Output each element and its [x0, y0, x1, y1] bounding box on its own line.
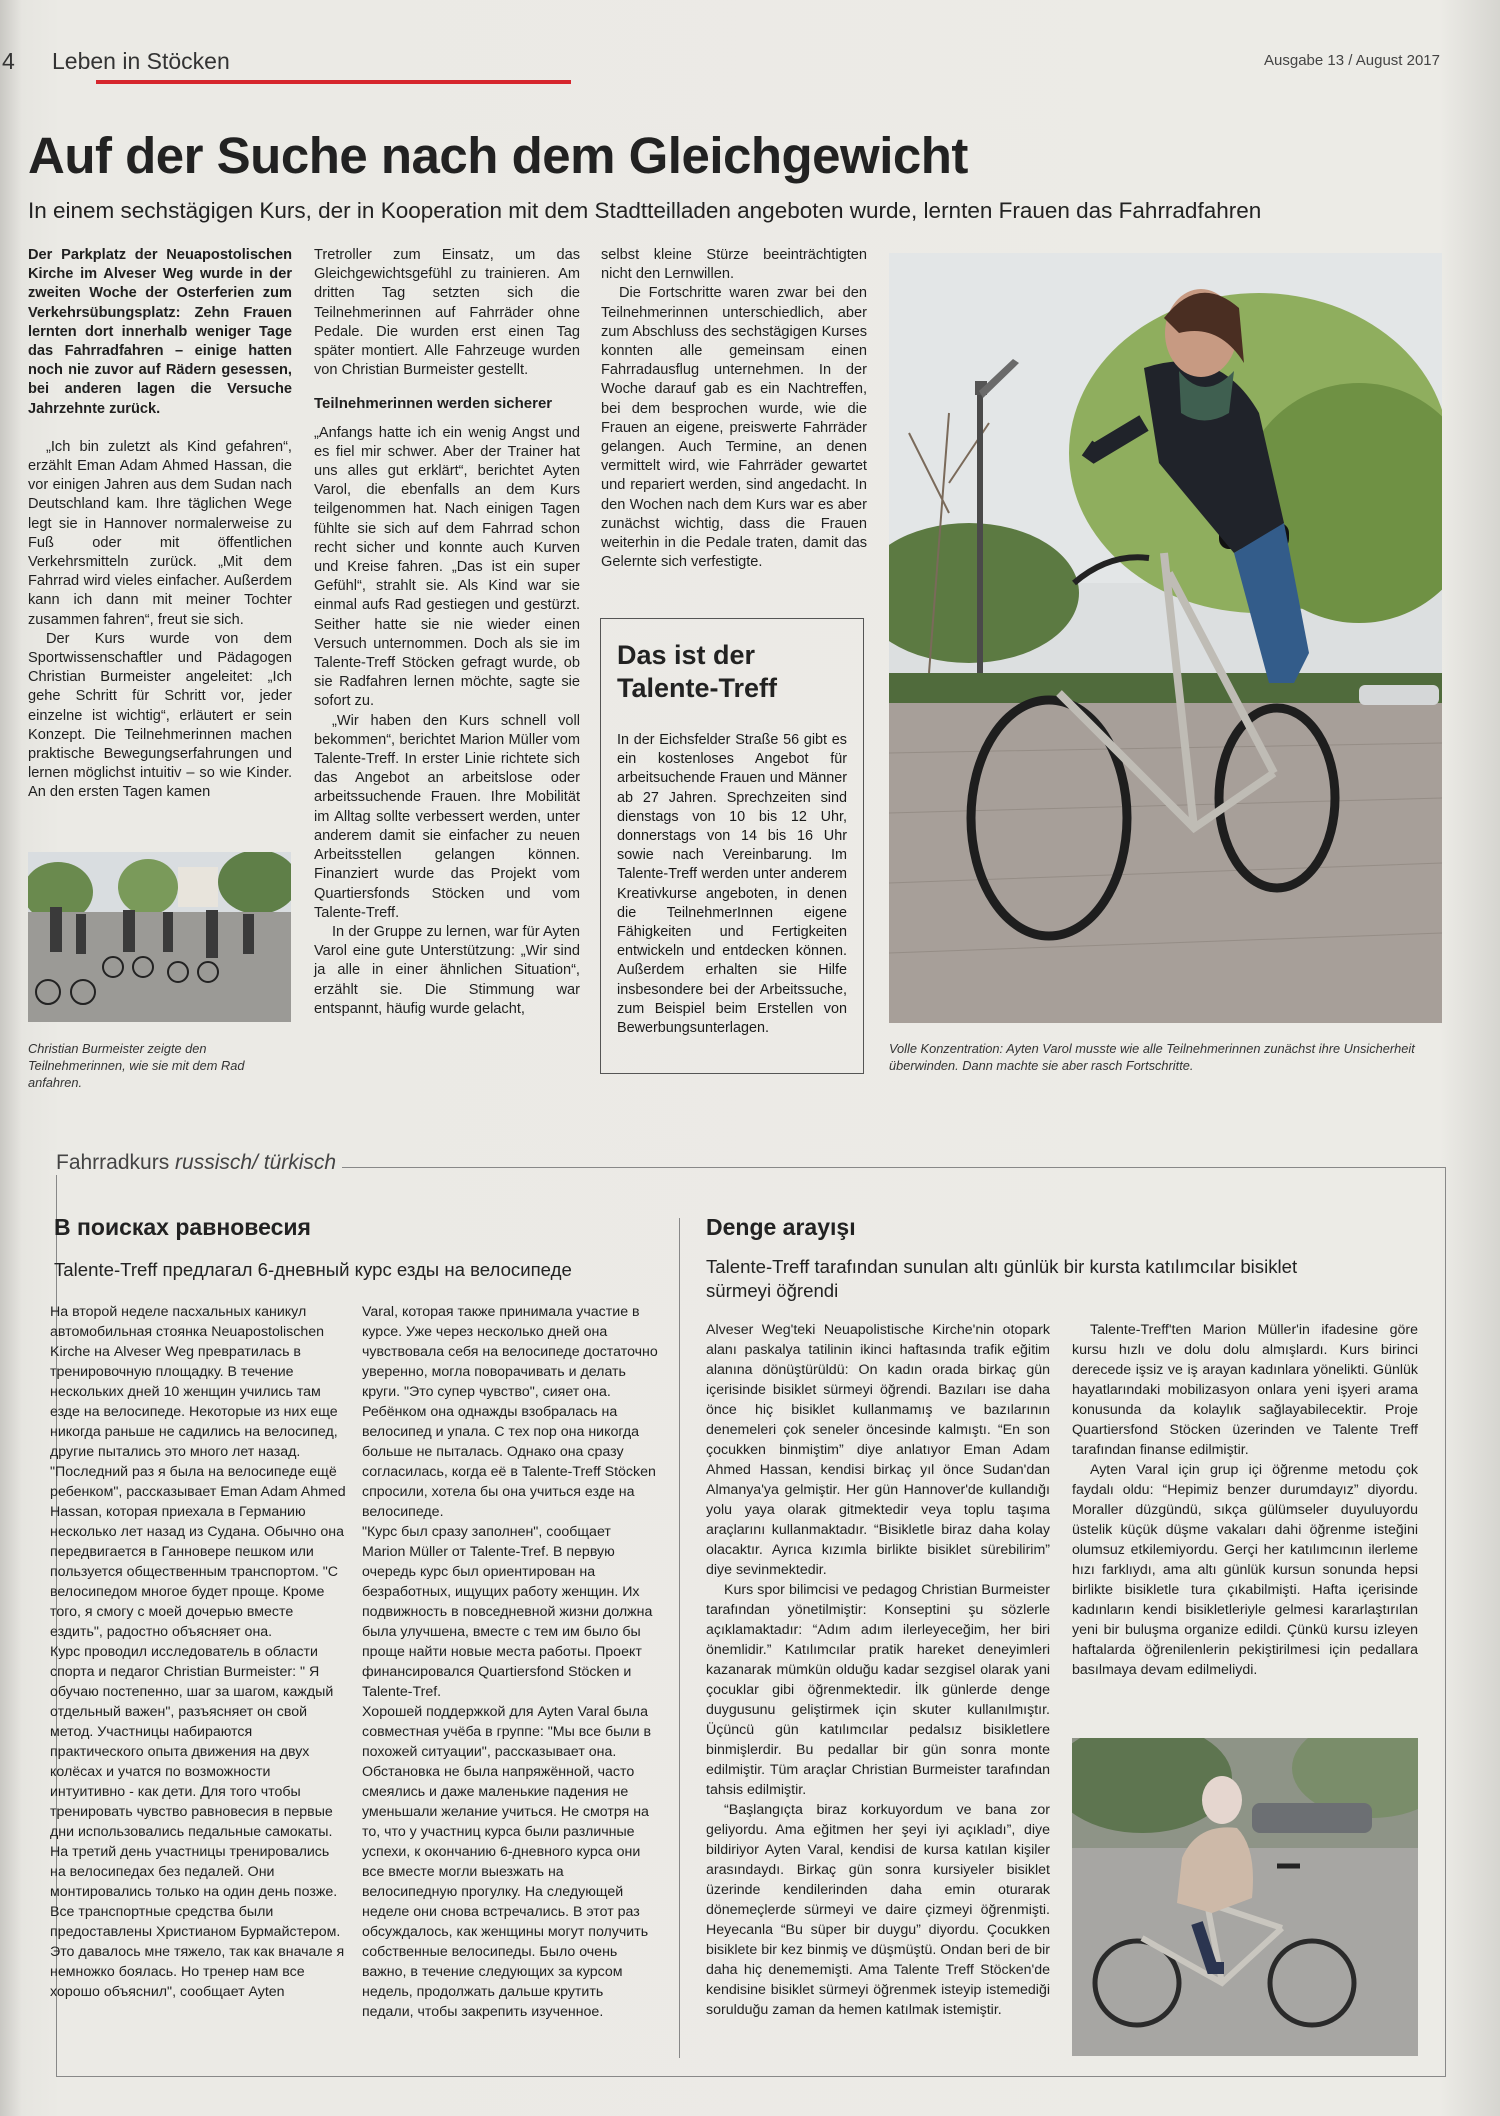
info-box-title: Das ist der Talente-Treff — [617, 640, 778, 703]
article-column-2 — [314, 246, 580, 1019]
russian-paragraph: Это давалось мне тяжело, так как вначале я немножко боялась. Но тренер нам все хорошо объяснил", сообщает Ayten — [50, 1944, 345, 2000]
russian-subtitle: Talente-Treff предлагал 6-дневный курс езды на велосипеде — [54, 1259, 572, 1280]
article-column-1 — [28, 246, 292, 803]
page-number: 4 — [2, 48, 15, 74]
article-headline: Auf der Suche nach dem Gleichgewicht — [28, 127, 968, 184]
article-paragraph: „Ich bin zuletzt als Kind gefahren“, erzählt Eman Adam Ahmed Hassan, die vor einigen Jahren aus dem Sudan nach Deutschland kam. Ihre täglichen Wege legt sie in Hannover normalerweise zu Fuß oder mit öffentlichen Verkehrsmitteln zurück. „Mit dem Fahrrad wird vieles einfacher. Außerdem kann ich dann mit meiner Tochter zusammen fahren“, freut sie sich. — [28, 438, 292, 628]
russian-paragraph: На второй неделе пасхальных каникул автомобильная стоянка Neuapostolischen Kirche на Alveser Weg превратилась в тренировочную площадку. В течение нескольких дней 10 женщин учились там езде на велосипеде. Некоторые из них еще никогда раньше не садились на велосипед, другие пытались это много лет назад. "Последний раз я была на велосипеде ещё ребенком", рассказывает Eman Adam Ahmed Hassan, которая приехала в Германию несколько лет назад из Судана. Обычно она передвигается в Ганновере пешком или пользуется общественным транспортом. "С велосипедом многое будет проще. Кроме того, я смогу с моей дочерью вместе ездить", радостно объясняет она. — [50, 1304, 346, 1640]
article-paragraph: Die Fortschritte waren zwar bei den Teilnehmerinnen unterschiedlich, aber zum Abschluss des sechstägigen Kurses konnten alle gemeinsam einen Fahrradausflug unternehmen. In der Woche darauf gab es ein Nachtreffen, bei dem besprochen wurde, wie die Frauen an eigene, preiswerte Fahrräder gelangen. Auch Termine, an denen vermittelt wird, wie Fahrräder gewartet und repariert werden, sind angedacht. In den Wochen nach dem Kurs war es aber zunächst wichtig, dass die Frauen weiterhin in die Pedale traten, damit das Gelernte sich verfestigte. — [601, 285, 867, 571]
article-subheading: Teilnehmerinnen werden sicherer — [314, 395, 553, 413]
russian-column-1 — [50, 1302, 346, 2002]
translation-box-label-languages: russisch/ türkisch — [175, 1151, 337, 1174]
turkish-title: Denge arayışı — [706, 1214, 856, 1240]
turkish-subtitle: Talente-Treff tarafından sunulan altı günlük bir kursta katılımcılar bisiklet sürmeyi öğrendi — [706, 1256, 1298, 1301]
section-title: Leben in Stöcken — [52, 48, 230, 74]
russian-title: В поисках равновесия — [54, 1214, 311, 1240]
translation-box-label — [50, 1151, 342, 1175]
photo-caption-large: Volle Konzentration: Ayten Varol musste wie alle Teilnehmerinnen zunächst ihre Unsicherheit überwinden. Dann machte sie aber rasch Fortschritte. — [889, 1041, 1415, 1073]
turkish-paragraph: Talente-Treff'ten Marion Müller'in ifadesine göre kursu hızlı ve dolu dolu almışlardı. Kurs birinci derecede işsiz ve iş arayan kadınlara yönelikti. Günlük hayatlarındaki mobilizasyon onlara yeni işyeri arama konusunda da kolaylık sağlayabilecektir. Proje Quartiersfond Stöcken üzerinden ve Talente Treff tarafından finanse edilmiştir. — [1072, 1322, 1418, 1458]
article-paragraph: „Wir haben den Kurs schnell voll bekommen“, berichtet Marion Müller vom Talente-Treff. In erster Linie richtete sich das Angebot an arbeitslose oder arbeitssuchende Frauen. Ihre Mobilität im Alltag sollte verbessert werden, unter anderem damit sie einfacher zu neuen Arbeitsstellen gelangen können. Finanziert wurde das Projekt vom Quartiersfonds Stöcken und vom Talente-Treff. — [314, 712, 580, 921]
turkish-paragraph: Kurs spor bilimcisi ve pedagog Christian Burmeister tarafından yönetilmiştir: Konseptini şu sözlerle açıklamaktadır: “Adım adım ilerleyeceğim, her biri önemlidir.” Katılımcılar pratik hareket deneyimleri kazanarak mümkün olduğu kadar sezgisel olarak yani çocuklar gibi öğrenmektedir. İlk günlerde denge duygusunu geliştirmek için skuter kullanılmıştır. Üçüncü gün katılımcılar pedalsız bisikletlere binmişlerdir. Bu pedallar bir gün sonra monte edilmiştir. Tüm araçlar Christian Burmeister tarafından tahsis edilmiştir. — [706, 1582, 1050, 1798]
russian-paragraph: Курс проводил исследователь в области спорта и педагог Christian Burmeister: " Я обучаю постепенно, шаг за шагом, каждый отдельный важен", разъясняет он свой метод. Участницы набираются практического опыта движения на двух колёсах и учатся по возможности интуитивно - как дети. Для того чтобы тренировать чувство равновесия в первые дни использовались педальные самокаты. На третий день участницы тренировались на велосипедах без педалей. Они монтировались только на один день позже. Все транспортные средства были предоставлены Христианом Бурмайстером. — [50, 1644, 341, 1940]
turkish-paragraph: “Başlangıçta biraz korkuyordum ve bana zor geliyordu. Ama eğitmen her şeyi iyi açıkladı”, diye bildiriyor Ayten Varal, kendisi de kursa katılan kişiler arasındaydı. Birkaç gün sonra kursiyeler bisiklet üzerinde kendilerinden daha emin oturarak dönemeçlerde sürmeyi ve daire çizmeyi öğrenmişti. Heyecanla “Bu süper bir duygu” diyordu. Çocukken bisiklete bir kez binmiş ve düşmüştü. Ondan beri de bir daha hiç denememişti. Ama Talente Treff Stöcken'de kendisine bisiklet sürmeyi öğrenmek isteyip istemediği sorulduğu zaman da hemen katılmak istemiştir. — [706, 1802, 1050, 2018]
section-underline — [96, 80, 571, 84]
photo-group-lesson — [28, 852, 291, 1022]
turkish-column-1 — [706, 1320, 1050, 2020]
article-paragraph: Tretroller zum Einsatz, um das Gleichgewichtsgefühl zu trainieren. Am dritten Tag setzten sich die Teilnehmerinnen auf Fahrräder ohne Pedale. Die wurden erst einen Tag später montiert. Alle Fahrzeuge wurden von Christian Burmeister gestellt. — [314, 247, 580, 379]
russian-column-2 — [362, 1302, 658, 2022]
turkish-paragraph: Alveser Weg'teki Neuapolistische Kirche'nin otopark alanı paskalya tatilinin ikinci haftasında trafik eğitim alanına dönüştürüldü: On kadın orada birkaç gün içerisinde bisiklet sürmeyi öğrendi. Bazıları ise daha önce hiç bisiklet kullanmamış ve bazılarının denemeleri çok seneler öncesinde kalmıştı. “En son çocukken binmiştim” diye anlatıyor Eman Adam Ahmed Hassan, kendisi birkaç yıl önce Sudan'dan Almanya'ya gelmiştir. Her gün Hannover'de kullandığı yolu yaya olarak gitmektedir veya toplu taşıma araçlarını kullanmaktadır. “Bisikletle biraz daha kolay olacaktır. Ayrıca kızımla birlikte bisiklet sürebilirim” diye sevinmektedir. — [706, 1322, 1050, 1578]
photo-caption-small: Christian Burmeister zeigte den Teilnehmerinnen, wie sie mit dem Rad anfahren. — [28, 1041, 245, 1090]
russian-paragraph: Varal, которая также принимала участие в курсе. Уже через несколько дней она чувствовала себя на велосипеде достаточно уверенно, могла поворачивать и делать круги. "Это супер чувство", сияет она. Ребёнком она однажды взобралась на велосипед и упала. С тех пор она никогда больше не пыталась. Однако она сразу согласилась, когда её в Talente-Treff Stöcken спросили, хотела бы она учиться езде на велосипеде. — [362, 1304, 658, 1520]
article-paragraph: In der Gruppe zu lernen, war für Ayten Varol eine gute Unterstützung: „Wir sind ja alle in einer ähnlichen Situation“, erzählt sie. Die Stimmung war entspannt, häufig wurde gelacht, — [314, 923, 580, 1017]
translation-box-label-main: Fahrradkurs — [56, 1151, 170, 1174]
article-paragraph: selbst kleine Stürze beeinträchtigten nicht den Lernwillen. — [601, 247, 867, 283]
edition-label: Ausgabe 13 / August 2017 — [1264, 52, 1440, 69]
photo-woman-riding — [1072, 1738, 1418, 2056]
turkish-paragraph: Ayten Varal için grup içi öğrenme metodu çok faydalı oldu: “Hepimiz benzer durumdayız” diyordu. Moraller düzgündü, sıkça gülümseler duyuluyordu üstelik küçük düşme vakaları dahi öğrenme isteğini olumsuz etkilemiyordu. Gerçi her katılımcının ilerleme hızı farklıydı, ama altı günlük kursun sonunda hepsi birlikte bisikletle tura çıkabilmişti. Hafta içerisinde kadınların kendi bisikletleriyle gelmesi kararlaştırılan yeni bir buluşma organize edildi. Çünkü kursu izleyen haftalarda öğrenilenlerin pekiştirilmesi için pedallara basılmaya devam edilmeliydi. — [1072, 1462, 1418, 1678]
article-column-3 — [601, 246, 867, 572]
info-box — [600, 618, 864, 1074]
russian-paragraph: "Курс был сразу заполнен", сообщает Marion Müller от Talente-Tref. В первую очередь курс был ориентирован на безработных, ищущих работу женщин. Их подвижность в повседневной жизни должна была улучшена, вместе с тем им было бы проще найти новые места работы. Проект финансировался Quartiersfond Stöcken и Talente-Tref. — [362, 1524, 653, 1700]
column-divider — [679, 1218, 680, 2058]
article-paragraph: „Anfangs hatte ich ein wenig Angst und es fiel mir schwer. Aber der Trainer hat uns alles gut erklärt“, berichtet Ayten Varol, die ebenfalls an dem Kurs teilgenommen hat. Nach einigen Tagen fühlte sie sich auf dem Fahrrad schon recht sicher und konnte auch Kurven und Kreise fahren. „Das ist ein super Gefühl“, strahlt sie. Als Kind war sie einmal aufs Rad gestiegen und gestürzt. Seither hatte sie nie wieder einen Versuch unternommen. Doch als sie im Talente-Treff Stöcken gefragt wurde, ob sie Radfahren lernen möchte, sagte sie sofort zu. — [314, 424, 580, 710]
russian-paragraph: Хорошей поддержкой для Ayten Varal была совместная учёба в группе: "Мы все были в похожей ситуации", рассказывает она. Обстановка не была напряжённой, часто смеялись и даже маленькие падения не уменьшали желание учиться. Не смотря на то, что у участниц курса были различные успехи, к окончанию 6-дневного курса они все вместе могли выезжать на велосипедную прогулку. На следующей неделе они снова встречались. В этот раз обсуждалось, как женщины могут получить собственные велосипеды. Было очень важно, в течение следующих за курсом недель, продолжать дальше крутить педали, чтобы закрепить изученное. — [362, 1704, 652, 2020]
article-paragraph: Der Kurs wurde von dem Sportwissenschaftler und Pädagogen Christian Burmeister angeleitet: „Ich gehe Schritt für Schritt vor, jeder einzelne ist wichtig“, erläutert er sein Konzept. Die Teilnehmerinnen machen praktische Bewegungserfahrungen und lernen möglichst intuitiv – so wie Kinder. An den ersten Tagen kamen — [28, 630, 292, 801]
article-subheadline: In einem sechstägigen Kurs, der in Kooperation mit dem Stadtteilladen angeboten wurde, lernten Frauen das Fahrradfahren — [28, 198, 1262, 223]
article-lead: Der Parkplatz der Neuapostolischen Kirche im Alveser Weg wurde in der zweiten Woche der Osterferien zum Verkehrsübungsplatz: Zehn Frauen lernten dort innerhalb weniger Tage das Fahrradfahren – einige hatten noch nie zuvor auf Rädern gesessen, bei anderen lagen die Versuche Jahrzehnte zurück. — [28, 247, 292, 417]
turkish-column-2 — [1072, 1320, 1418, 1680]
photo-woman-on-bike — [889, 253, 1442, 1023]
info-box-body: In der Eichsfelder Straße 56 gibt es ein kostenloses Angebot für arbeitsuchende Frauen und Männer ab 27 Jahren. Sprechzeiten sind dienstags von 10 bis 12 Uhr, donnerstags von 14 bis 16 Uhr sowie nach Vereinbarung. Im Talente-Treff werden unter anderem Kreativkurse angeboten, in denen die TeilnehmerInnen eigene Fähigkeiten und Fertigkeiten entwickeln und entdecken können. Außerdem erhalten sie Hilfe insbesondere bei der Arbeitssuche, zum Beispiel beim Erstellen von Bewerbungsunterlagen. — [617, 732, 847, 1037]
